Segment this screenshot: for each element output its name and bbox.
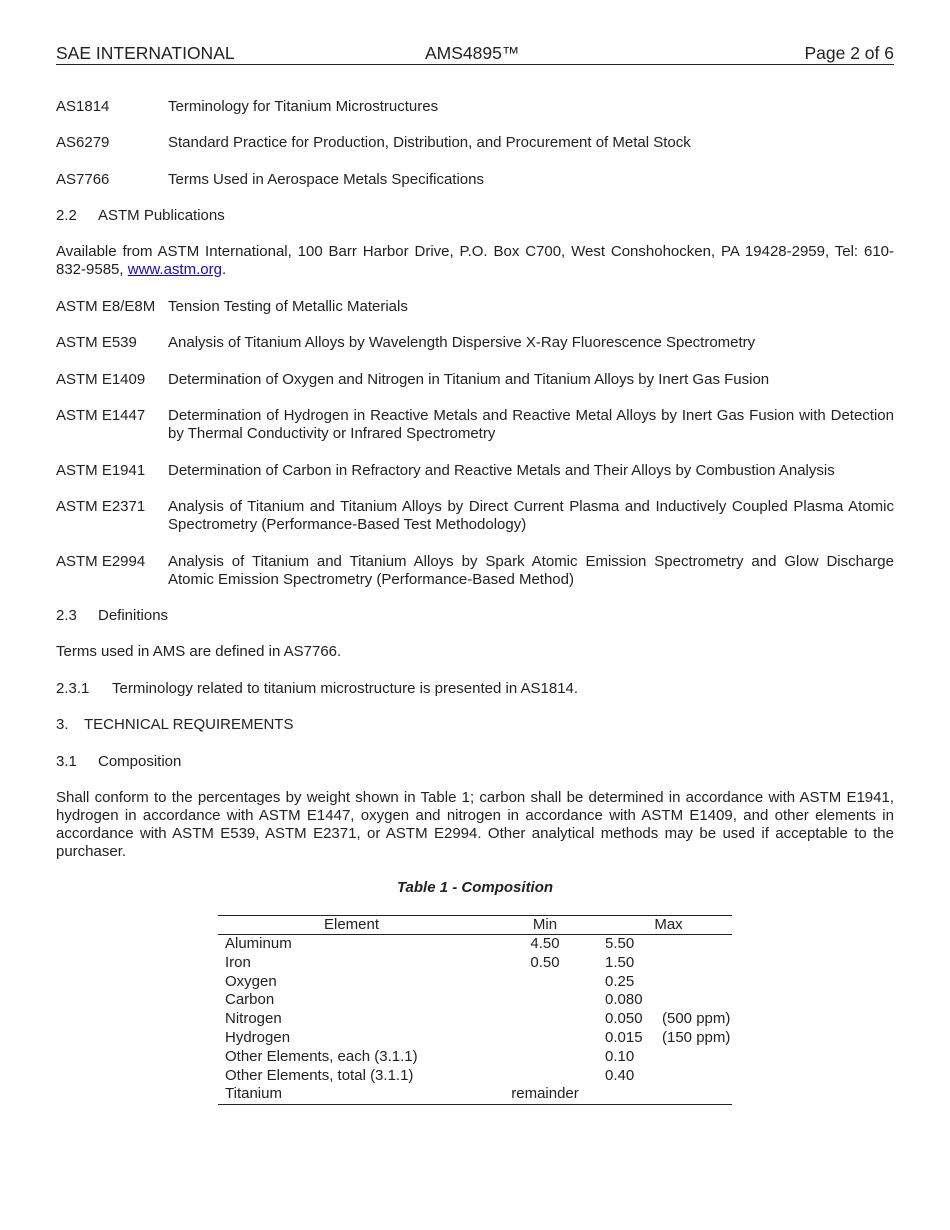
- cell-ppm: (150 ppm): [662, 1028, 731, 1046]
- section-number: 2.2: [56, 207, 77, 224]
- astm-availability-paragraph: [56, 243, 894, 279]
- reference-code: ASTM E1447: [56, 407, 146, 424]
- reference-title: Determination of Carbon in Refractory and Reactive Metals and Their Alloys by Combustion Analysis: [168, 462, 835, 479]
- availability-period: .: [221, 261, 227, 278]
- section-number: 3.1: [56, 753, 77, 770]
- reference-code: ASTM E2994: [56, 553, 146, 570]
- cell-element: Oxygen: [225, 972, 277, 990]
- cell-max: 0.40: [605, 1066, 635, 1084]
- reference-title: Determination of Oxygen and Nitrogen in Titanium and Titanium Alloys by Inert Gas Fusion: [168, 371, 770, 388]
- cell-ppm: [662, 991, 732, 1010]
- cell-max: 0.25: [605, 972, 635, 990]
- cell-ppm: [662, 1085, 732, 1104]
- reference-code: AS6279: [56, 134, 110, 151]
- cell-min: [485, 973, 605, 992]
- table-title: Table 1 - Composition: [396, 879, 554, 896]
- cell-min: [485, 991, 605, 1010]
- cell-min: 0.50: [530, 953, 560, 971]
- reference-title: Standard Practice for Production, Distribution, and Procurement of Metal Stock: [168, 134, 691, 151]
- reference-code: ASTM E1941: [56, 462, 146, 479]
- composition-paragraph: Shall conform to the percentages by weight shown in Table 1; carbon shall be determined in accordance with ASTM E1941, hydrogen in accordance with ASTM E1447, oxygen and nitrogen in accordance with ASTM E1409, and other elements in accordance with ASTM E539, ASTM E2371, or ASTM E2994. Other analytical methods may be used if acceptable to the purchaser.: [56, 789, 894, 860]
- column-header-min: Min: [485, 916, 605, 935]
- cell-ppm: (500 ppm): [662, 1010, 731, 1028]
- cell-element: Nitrogen: [225, 1010, 282, 1028]
- cell-element: Other Elements, each (3.1.1): [225, 1047, 418, 1065]
- reference-title: Analysis of Titanium and Titanium Alloys by Spark Atomic Emission Spectrometry and Glow Discharge Atomic Emission Spectrometry (Performance-Based Method): [168, 553, 894, 588]
- section-title: Composition: [98, 753, 182, 770]
- reference-title: Determination of Hydrogen in Reactive Metals and Reactive Metal Alloys by Inert Gas Fusion with Detection by Thermal Conductivity or Infrared Spectrometry: [168, 407, 894, 442]
- definitions-paragraph: Terms used in AMS are defined in AS7766.: [56, 643, 342, 660]
- cell-ppm: [662, 973, 732, 992]
- section-number: 2.3: [56, 607, 77, 624]
- cell-max: 0.015: [605, 1028, 643, 1046]
- cell-max: 1.50: [605, 953, 635, 971]
- cell-max: 0.080: [605, 991, 643, 1009]
- cell-element: Aluminum: [225, 935, 292, 952]
- section-title: TECHNICAL REQUIREMENTS: [84, 716, 294, 733]
- table-row: [218, 935, 732, 954]
- header-page-number: Page 2 of 6: [804, 43, 894, 63]
- table-row: [218, 1067, 732, 1086]
- cell-element: Iron: [225, 953, 251, 971]
- cell-min: [485, 1048, 605, 1067]
- table-header-row: [218, 916, 732, 935]
- cell-min: 4.50: [530, 935, 560, 952]
- reference-title: Terms Used in Aerospace Metals Specifications: [168, 171, 484, 188]
- composition-table: [218, 915, 732, 1105]
- cell-ppm: [662, 954, 732, 973]
- reference-code: ASTM E8/E8M: [56, 298, 156, 315]
- cell-min: [485, 1010, 605, 1029]
- reference-title: Analysis of Titanium Alloys by Wavelength Dispersive X-Ray Fluorescence Spectrometry: [168, 334, 756, 351]
- reference-title: Terminology for Titanium Microstructures: [168, 98, 439, 115]
- cell-ppm: [662, 1067, 732, 1086]
- cell-element: Carbon: [225, 991, 275, 1009]
- cell-max: 0.050: [605, 1010, 643, 1028]
- table-row: [218, 991, 732, 1010]
- section-number: 2.3.1: [56, 680, 90, 697]
- cell-min: [485, 1067, 605, 1086]
- header-doc-number: AMS4895™: [425, 43, 520, 63]
- reference-code: ASTM E539: [56, 334, 137, 351]
- cell-min: remainder: [485, 1085, 605, 1104]
- table-row: [218, 1029, 732, 1048]
- section-title: Definitions: [98, 607, 169, 624]
- section-number: 3.: [56, 716, 69, 733]
- table-row: [218, 1048, 732, 1067]
- reference-title: Tension Testing of Metallic Materials: [168, 298, 408, 315]
- table-row: [218, 1085, 732, 1104]
- reference-title: Analysis of Titanium and Titanium Alloys by Direct Current Plasma and Inductively Coupled Plasma Atomic Spectrometry (Performance-Based Test Methodology): [168, 498, 894, 533]
- cell-ppm: [662, 935, 732, 954]
- table-row: [218, 1010, 732, 1029]
- availability-text: Available from ASTM International, 100 Barr Harbor Drive, P.O. Box C700, West Conshohocken, PA 19428-2959, Tel: 610-832-9585,: [56, 243, 894, 278]
- cell-max: 5.50: [605, 935, 635, 952]
- reference-code: AS7766: [56, 171, 110, 188]
- cell-ppm: [662, 1048, 732, 1067]
- reference-code: AS1814: [56, 98, 110, 115]
- section-text: Terminology related to titanium microstructure is presented in AS1814.: [112, 680, 579, 697]
- table-row: [218, 973, 732, 992]
- reference-code: ASTM E1409: [56, 371, 146, 388]
- cell-max: 0.10: [605, 1047, 635, 1065]
- cell-max: [605, 1085, 662, 1104]
- astm-website-link[interactable]: www.astm.org: [127, 261, 222, 278]
- cell-element: Titanium: [218, 1085, 485, 1104]
- column-header-max: Max: [605, 916, 732, 935]
- section-title: ASTM Publications: [98, 207, 225, 224]
- column-header-element: Element: [218, 916, 485, 935]
- cell-min: [485, 1029, 605, 1048]
- header-org: SAE INTERNATIONAL: [56, 43, 235, 63]
- cell-element: Hydrogen: [225, 1028, 291, 1046]
- reference-code: ASTM E2371: [56, 498, 146, 515]
- cell-element: Other Elements, total (3.1.1): [225, 1066, 414, 1084]
- table-row: [218, 954, 732, 973]
- page-header: [56, 42, 894, 65]
